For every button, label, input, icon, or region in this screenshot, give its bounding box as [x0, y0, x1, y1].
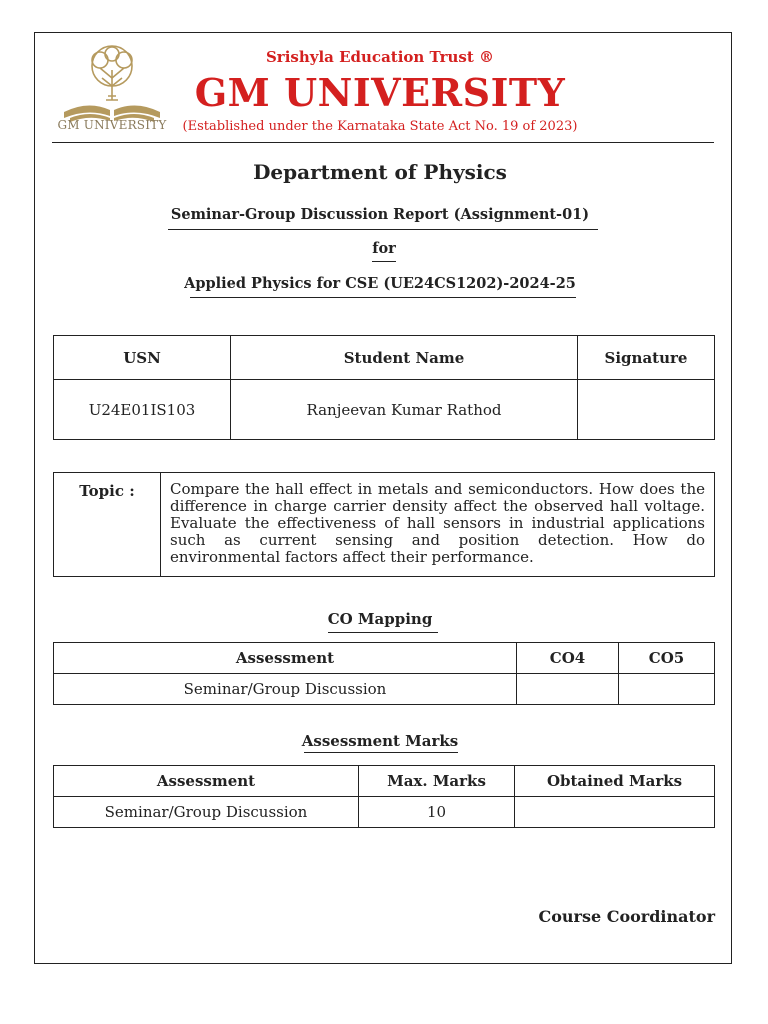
student-name-value: Ranjeevan Kumar Rathod [231, 380, 578, 440]
report-title-underline [168, 229, 598, 230]
usn-value: U24E01IS103 [54, 380, 231, 440]
co-mapping-underline [328, 632, 438, 633]
max-marks-header: Max. Marks [359, 766, 515, 797]
max-marks-value: 10 [359, 797, 515, 828]
topic-label: Topic : [54, 473, 161, 577]
student-name-header: Student Name [231, 336, 578, 380]
co-mapping-table [53, 642, 715, 705]
assessment-marks-underline [304, 752, 458, 753]
student-table [53, 335, 715, 440]
co-assessment-header: Assessment [54, 643, 517, 674]
table-row [54, 380, 715, 440]
co5-value [619, 674, 715, 705]
assessment-marks-title: Assessment Marks [301, 732, 459, 750]
assessment-marks-table [53, 765, 715, 828]
logo-text: GM UNIVERSITY [57, 118, 167, 132]
established-note: (Established under the Karnataka State Act No. 19 of 2023) [182, 119, 578, 134]
marks-assessment-header: Assessment [54, 766, 359, 797]
co-mapping-title: CO Mapping [327, 610, 433, 628]
co5-header: CO5 [619, 643, 715, 674]
for-underline [372, 261, 396, 262]
co4-value [517, 674, 619, 705]
co4-header: CO4 [517, 643, 619, 674]
report-title: Seminar-Group Discussion Report (Assignment-01) [170, 206, 590, 223]
header-divider [52, 142, 714, 143]
signature-header: Signature [578, 336, 715, 380]
course-title: Applied Physics for CSE (UE24CS1202)-2024-25 [184, 275, 576, 292]
topic-table [53, 472, 715, 577]
course-title-underline [190, 297, 576, 298]
obtained-marks-header: Obtained Marks [515, 766, 715, 797]
course-coordinator-label: Course Coordinator [538, 907, 715, 926]
table-row [54, 674, 715, 705]
signature-cell [578, 380, 715, 440]
table-row [54, 797, 715, 828]
obtained-marks-value [515, 797, 715, 828]
marks-assessment-value: Seminar/Group Discussion [54, 797, 359, 828]
topic-text: Compare the hall effect in metals and semiconductors. How does the difference in charge carrier density affect the observed hall voltage. Evaluate the effectiveness of hall sensors in industrial applications such as current sensing and position detection. How do environmental factors affect their performance. [161, 473, 715, 577]
usn-header: USN [54, 336, 231, 380]
co-assessment-value: Seminar/Group Discussion [54, 674, 517, 705]
department-title: Department of Physics [253, 160, 507, 184]
for-label: for [372, 240, 396, 257]
university-name: GM UNIVERSITY [194, 70, 566, 115]
trust-name: Srishyla Education Trust ® [265, 48, 495, 66]
